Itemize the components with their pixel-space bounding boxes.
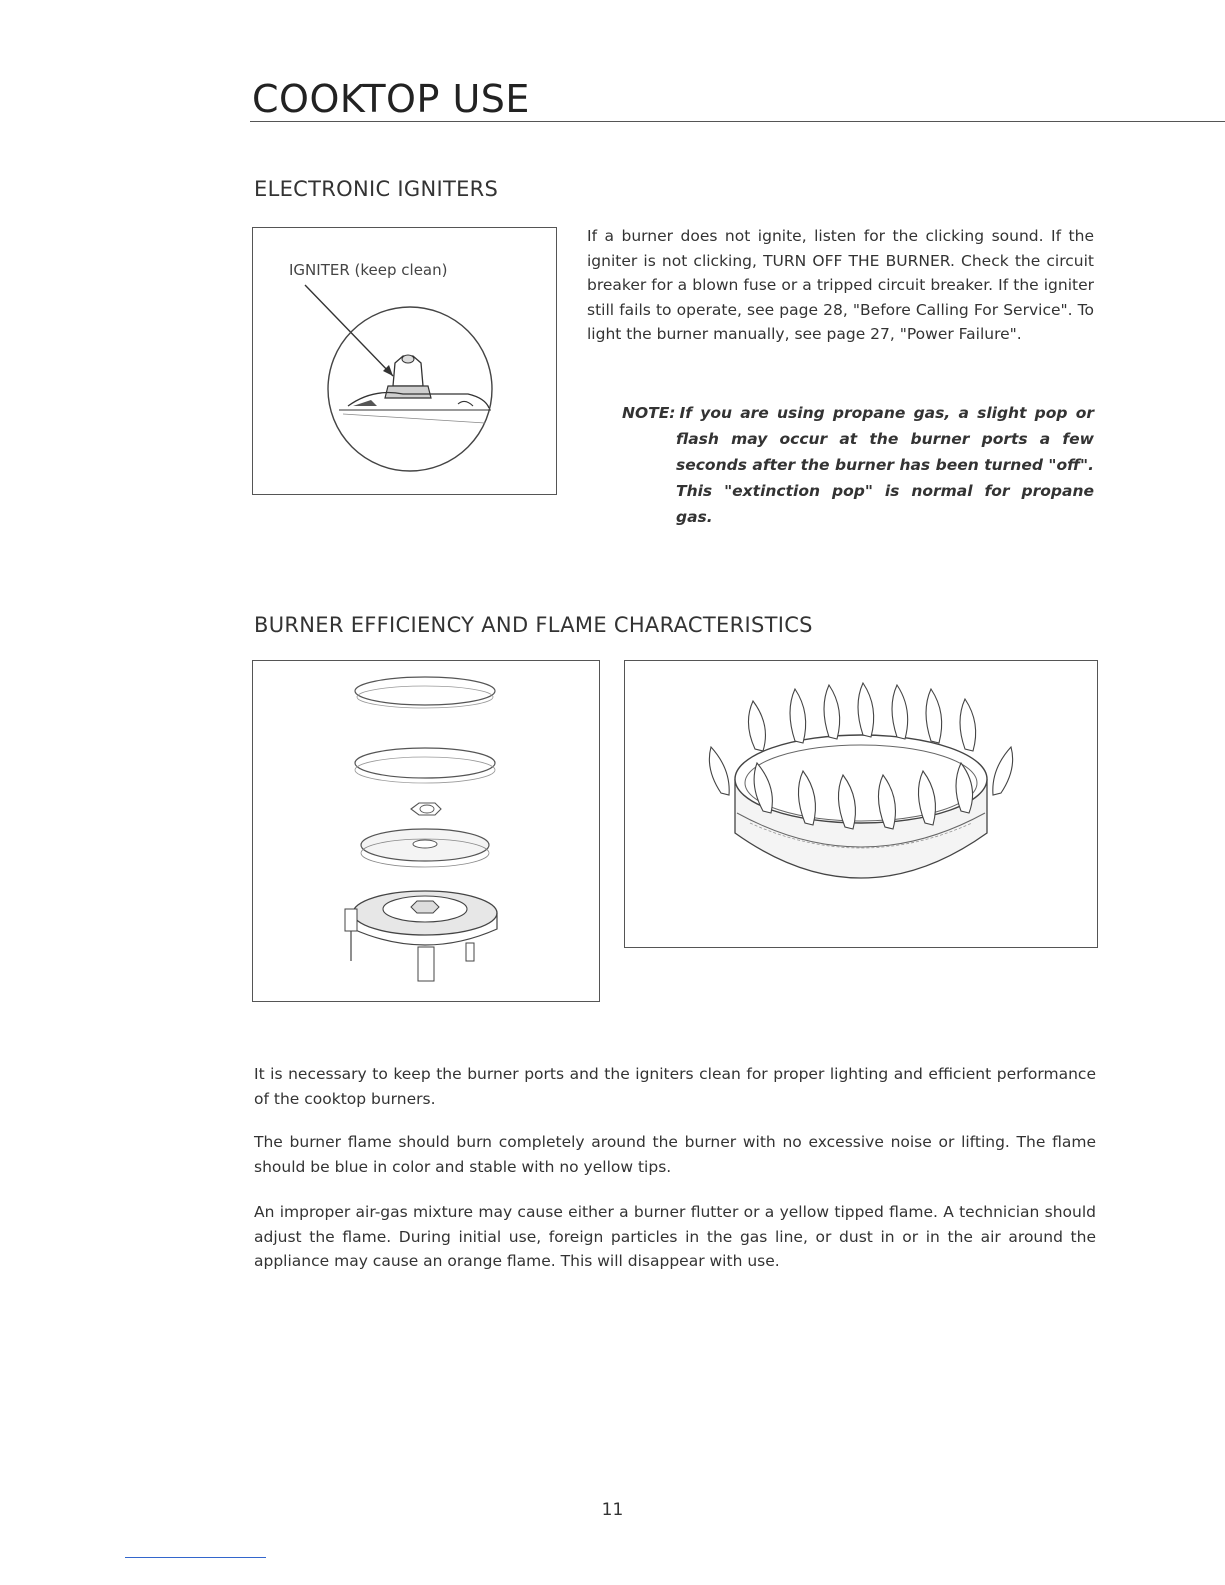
igniter-figure-label: IGNITER (keep clean) (289, 261, 448, 279)
propane-note (622, 400, 1094, 530)
title-divider (250, 121, 1225, 122)
burner-assembly-illustration (253, 661, 598, 1000)
page-title: COOKTOP USE (252, 77, 530, 121)
burner-flame-illustration (625, 661, 1096, 946)
page-number: 11 (601, 1500, 624, 1520)
efficiency-paragraph-3: An improper air-gas mixture may cause either a burner flutter or a yellow tipped flame. A technician should adjust the flame. During initial use, foreign particles in the gas line, or dust in or in the air around the appliance may cause an orange flame. This will disappear with use. (254, 1203, 1096, 1270)
burner-exploded-figure (252, 660, 600, 1002)
igniter-illustration (253, 228, 555, 493)
footer-divider (125, 1557, 266, 1558)
section-heading-efficiency: BURNER EFFICIENCY AND FLAME CHARACTERISTICS (254, 613, 813, 637)
igniter-figure (252, 227, 557, 495)
note-body: If you are using propane gas, a slight pop or flash may occur at the burner ports a few seconds after the burner has been turned "off". This "extinction pop" is normal for propane gas. (676, 404, 1094, 526)
section-heading-igniters: ELECTRONIC IGNITERS (254, 177, 499, 201)
efficiency-paragraph-1: It is necessary to keep the burner ports and the igniters clean for proper lighting and efficient performance of the cooktop burners. (254, 1065, 1096, 1108)
efficiency-paragraph-2: The burner flame should burn completely around the burner with no excessive noise or lifting. The flame should be blue in color and stable with no yellow tips. (254, 1133, 1096, 1176)
igniter-instructions: If a burner does not ignite, listen for the clicking sound. If the igniter is not clicking, TURN OFF THE BURNER. Check the circuit breaker for a blown fuse or a tripped circuit breaker. If the igniter still fails to operate, see page 28, "Before Calling For Service". To light the burner manually, see page 27, "Power Failure". (587, 227, 1094, 343)
burner-flame-figure (624, 660, 1098, 948)
note-lead: NOTE: (622, 404, 676, 422)
